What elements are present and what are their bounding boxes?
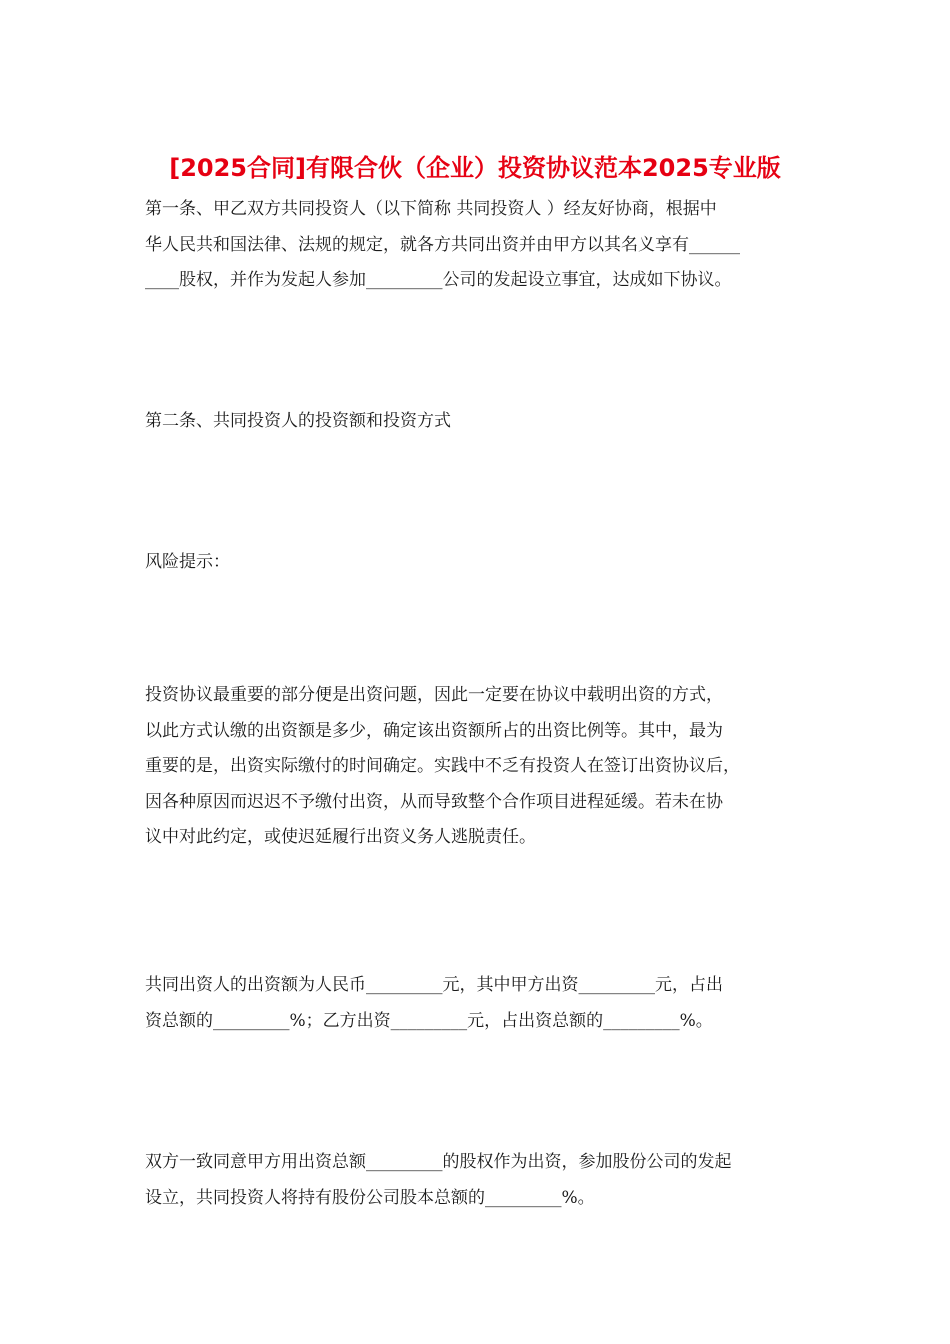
article-1-line: 华人民共和国法律、法规的规定，就各方共同出资并由甲方以其名义享有______ [145, 234, 740, 255]
article-2-heading-text: 第二条、共同投资人的投资额和投资方式 [145, 411, 451, 431]
risk-line: 以此方式认缴的出资额是多少，确定该出资额所占的出资比例等。其中，最为 [145, 720, 723, 741]
article-1-paragraph [145, 192, 810, 299]
contribution-line: 共同出资人的出资额为人民币_________元，其中甲方出资_________元，占出 [145, 975, 723, 995]
agreement-line: 设立，共同投资人将持有股份公司股本总额的_________%。 [145, 1187, 595, 1208]
risk-line: 重要的是，出资实际缴付的时间确定。实践中不乏有投资人在签订出资协议后， [145, 756, 740, 776]
article-1-line: 第一条、甲乙双方共同投资人（以下简称 共同投资人 ）经友好协商，根据中 [145, 199, 717, 219]
contribution-paragraph [145, 968, 810, 1039]
risk-paragraph [145, 678, 810, 856]
agreement-line: 双方一致同意甲方用出资总额_________的股权作为出资，参加股份公司的发起 [145, 1152, 732, 1172]
risk-line: 议中对此约定，或使迟延履行出资义务人逃脱责任。 [145, 827, 536, 847]
document-title: [2025合同]有限合伙（企业）投资协议范本2025专业版 [169, 154, 781, 182]
agreement-paragraph [145, 1145, 810, 1216]
contribution-line: 资总额的_________%；乙方出资_________元，占出资总额的_________%。 [145, 1010, 713, 1031]
article-1-line: ____股权，并作为发起人参加_________公司的发起设立事宜，达成如下协议。 [145, 270, 732, 290]
risk-heading-text: 风险提示： [145, 552, 230, 572]
risk-line: 因各种原因而迟迟不予缴付出资，从而导致整个合作项目进程延缓。若未在协 [145, 791, 723, 812]
risk-line: 投资协议最重要的部分便是出资问题，因此一定要在协议中载明出资的方式， [145, 685, 723, 705]
risk-heading [145, 545, 810, 581]
article-2-heading [145, 404, 810, 440]
